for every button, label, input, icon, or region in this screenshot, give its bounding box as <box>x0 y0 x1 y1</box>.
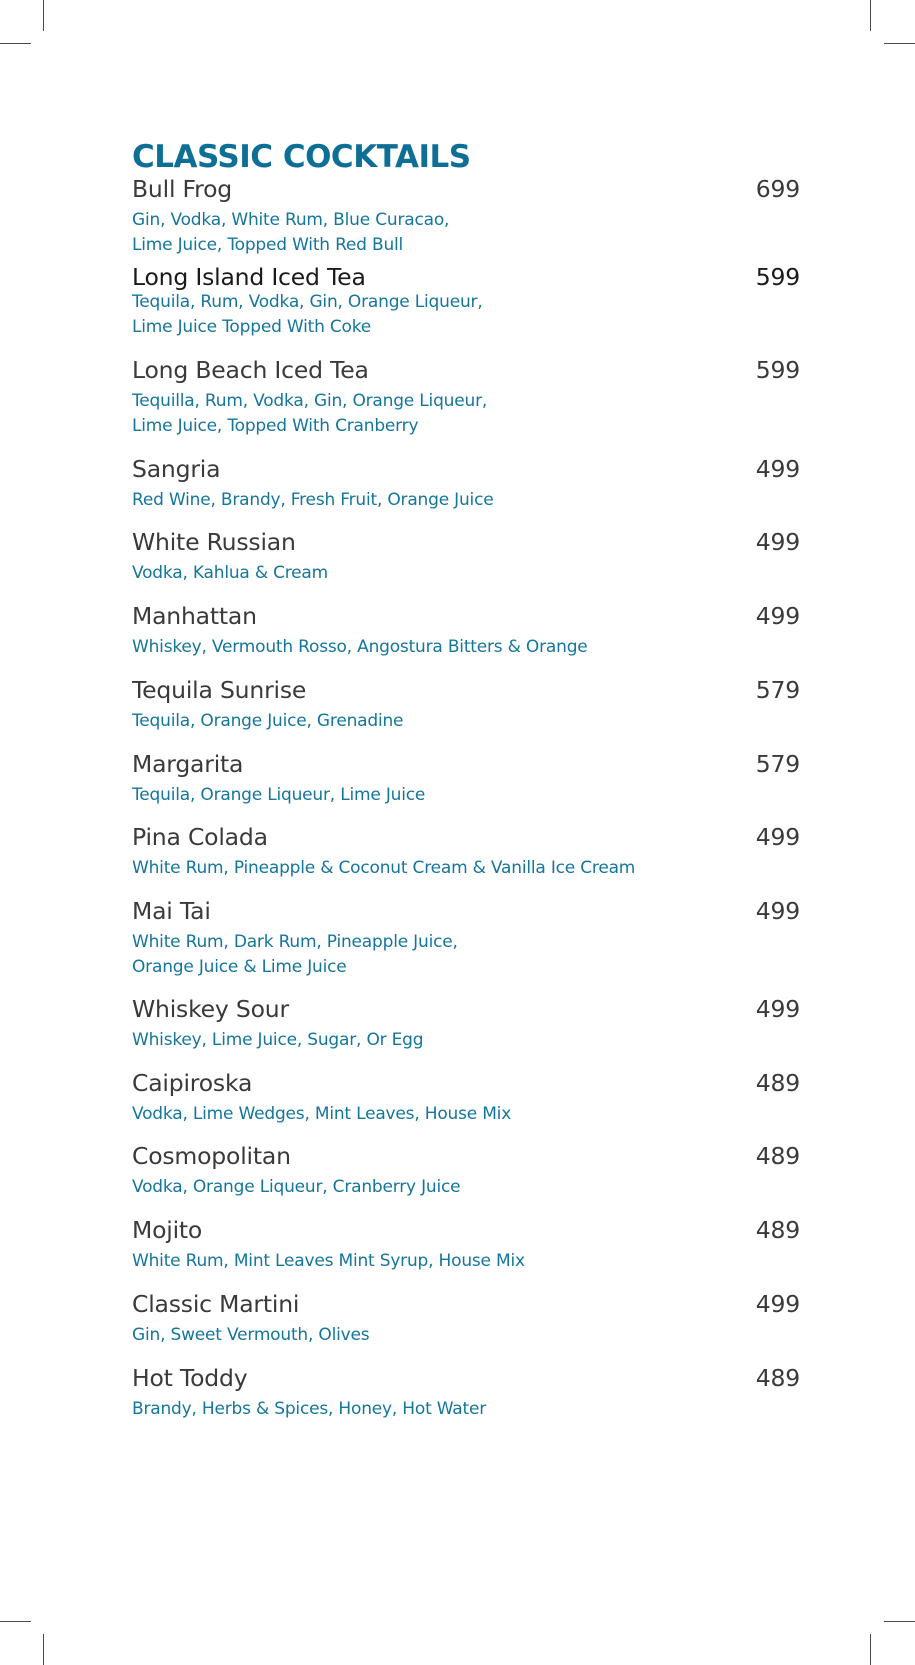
menu-item <box>132 675 800 734</box>
menu-item <box>132 1215 800 1274</box>
item-name: Long Beach Iced Tea <box>132 356 369 384</box>
item-price: 579 <box>755 750 800 778</box>
item-name: Caipiroska <box>132 1069 253 1097</box>
section-title: CLASSIC COCKTAILS <box>132 139 471 175</box>
item-price: 499 <box>755 1290 800 1318</box>
crop-mark <box>43 1634 44 1665</box>
item-price: 499 <box>755 897 800 925</box>
menu-item <box>132 355 800 439</box>
item-name: Whiskey Sour <box>132 995 289 1023</box>
menu-item <box>132 994 800 1053</box>
item-name: Sangria <box>132 455 221 483</box>
menu-item <box>132 454 800 513</box>
item-price: 499 <box>755 528 800 556</box>
item-name: Pina Colada <box>132 823 268 851</box>
item-price: 579 <box>755 676 800 704</box>
item-name: Classic Martini <box>132 1290 300 1318</box>
item-description: Tequila, Rum, Vodka, Gin, Orange Liqueur, Lime Juice Topped With Coke <box>132 292 483 337</box>
menu-item <box>132 1363 800 1422</box>
item-description: White Rum, Pineapple & Coconut Cream & Vanilla Ice Cream <box>132 858 636 878</box>
item-description: Gin, Sweet Vermouth, Olives <box>132 1325 370 1345</box>
item-name: Mai Tai <box>132 897 211 925</box>
item-description: Vodka, Kahlua & Cream <box>132 563 329 583</box>
menu-item <box>132 1068 800 1127</box>
item-price: 499 <box>755 823 800 851</box>
item-description: White Rum, Mint Leaves Mint Syrup, House Mix <box>132 1251 525 1271</box>
menu-item <box>132 749 800 808</box>
menu-item <box>132 1289 800 1348</box>
crop-mark <box>884 1621 915 1622</box>
item-name: Hot Toddy <box>132 1364 248 1392</box>
menu-item <box>132 174 800 258</box>
crop-mark <box>870 1634 871 1665</box>
item-name: Long Island Iced Tea <box>132 263 366 291</box>
menu-item <box>132 527 800 586</box>
item-price: 489 <box>755 1216 800 1244</box>
crop-mark <box>43 0 44 31</box>
menu-item <box>132 262 800 340</box>
item-price: 489 <box>755 1069 800 1097</box>
item-description: Whiskey, Vermouth Rosso, Angostura Bitters & Orange <box>132 637 588 657</box>
menu-content <box>132 136 800 1422</box>
item-description: Brandy, Herbs & Spices, Honey, Hot Water <box>132 1399 487 1419</box>
menu-item <box>132 601 800 660</box>
item-price: 489 <box>755 1364 800 1392</box>
item-description: Tequilla, Rum, Vodka, Gin, Orange Liqueur, Lime Juice, Topped With Cranberry <box>132 391 488 436</box>
item-description: Vodka, Orange Liqueur, Cranberry Juice <box>132 1177 461 1197</box>
menu-item <box>132 1141 800 1200</box>
menu-item <box>132 896 800 980</box>
item-price: 489 <box>755 1142 800 1170</box>
item-description: Tequila, Orange Juice, Grenadine <box>132 711 404 731</box>
menu-item <box>132 822 800 881</box>
item-description: White Rum, Dark Rum, Pineapple Juice, Orange Juice & Lime Juice <box>132 932 458 977</box>
item-description: Red Wine, Brandy, Fresh Fruit, Orange Juice <box>132 490 494 510</box>
item-price: 499 <box>755 995 800 1023</box>
item-price: 499 <box>755 455 800 483</box>
item-description: Whiskey, Lime Juice, Sugar, Or Egg <box>132 1030 424 1050</box>
item-name: Margarita <box>132 750 244 778</box>
crop-mark <box>870 0 871 31</box>
crop-mark <box>0 43 31 44</box>
item-name: Tequila Sunrise <box>132 676 307 704</box>
item-name: Cosmopolitan <box>132 1142 291 1170</box>
crop-mark <box>0 1621 31 1622</box>
item-name: White Russian <box>132 528 296 556</box>
item-name: Manhattan <box>132 602 257 630</box>
item-price: 699 <box>755 175 800 203</box>
item-price: 599 <box>755 263 800 291</box>
item-description: Vodka, Lime Wedges, Mint Leaves, House Mix <box>132 1104 512 1124</box>
item-price: 499 <box>755 602 800 630</box>
item-description: Tequila, Orange Liqueur, Lime Juice <box>132 785 426 805</box>
item-name: Bull Frog <box>132 175 232 203</box>
item-name: Mojito <box>132 1216 203 1244</box>
crop-mark <box>884 43 915 44</box>
item-description: Gin, Vodka, White Rum, Blue Curacao, Lime Juice, Topped With Red Bull <box>132 210 450 255</box>
item-price: 599 <box>755 356 800 384</box>
